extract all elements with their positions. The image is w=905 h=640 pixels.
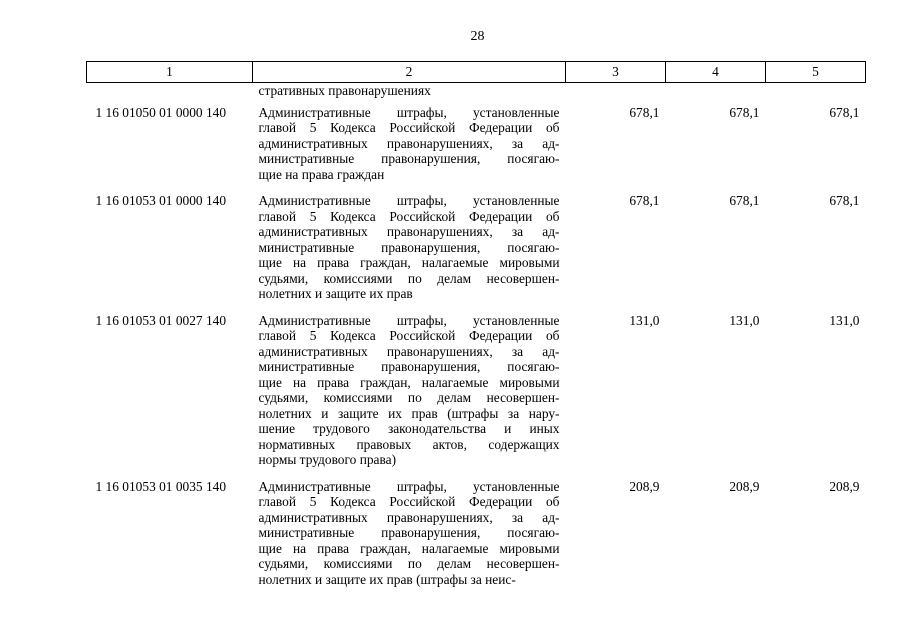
description-line: административных правонарушениях, за ад- [258, 135, 560, 151]
amount-col4-cell: 678,1 [729, 193, 760, 208]
description-line: главой 5 Кодекса Российской Федерации об [258, 328, 560, 343]
column-header-4: 4 [666, 62, 766, 83]
description-line: нолетних и защите их прав (штрафы за неис- [258, 571, 516, 587]
description-line: нормы трудового права) [258, 452, 397, 467]
description-line: Административные штрафы, установленные [258, 312, 560, 328]
column-header-2: 2 [253, 62, 566, 83]
description-line: шение трудового законодательства и иных [258, 421, 560, 436]
description-line: нормативных правовых актов, содержащих [258, 436, 560, 452]
amount-col3-cell: 208,9 [629, 478, 660, 494]
description-line: судьями, комиссиями по делам несовершен- [258, 390, 560, 405]
description-line: судьями, комиссиями по делам несовершен- [258, 270, 560, 286]
amount-col3-cell: 131,0 [629, 312, 660, 328]
continuation-code-cell [87, 83, 253, 105]
description-line: щие на права граждан, налагаемые мировыми [258, 374, 560, 390]
description-line: Административные штрафы, установленные [258, 193, 560, 208]
description-line: щие на права граждан [258, 166, 385, 182]
description-line: главой 5 Кодекса Российской Федерации об [258, 120, 560, 135]
description-line: министративные правонарушения, посягаю- [258, 525, 560, 540]
amount-col5-cell: 678,1 [829, 193, 860, 208]
amount-col3-cell: 678,1 [629, 104, 660, 120]
amount-col5-cell: 208,9 [829, 478, 860, 494]
description-line: административных правонарушениях, за ад- [258, 509, 560, 525]
column-header-5: 5 [766, 62, 866, 83]
column-header-1: 1 [87, 62, 253, 83]
budget-code-cell: 1 16 01050 01 0000 140 [95, 104, 227, 120]
continuation-col4-cell [666, 83, 766, 105]
table-row [87, 479, 866, 599]
description-line: министративные правонарушения, посягаю- [258, 359, 560, 374]
table-body [87, 83, 866, 599]
amount-col4-cell: 131,0 [729, 312, 760, 328]
column-header-3: 3 [566, 62, 666, 83]
amount-col4-cell: 678,1 [729, 104, 760, 120]
description-line: щие на права граждан, налагаемые мировыми [258, 540, 560, 556]
continuation-description-cell: стративных правонарушениях [258, 83, 431, 98]
description-line: главой 5 Кодекса Российской Федерации об [258, 208, 560, 224]
amount-col3-cell: 678,1 [629, 193, 660, 208]
page-number: 28 [470, 29, 485, 44]
amount-col5-cell: 678,1 [829, 104, 860, 120]
description-line: щие на права граждан, налагаемые мировыми [258, 255, 560, 270]
description-cell [253, 193, 566, 313]
description-line: судьями, комиссиями по делам несовершен- [258, 556, 560, 571]
amount-col5-cell: 131,0 [829, 312, 860, 328]
budget-code-cell: 1 16 01053 01 0000 140 [95, 193, 227, 208]
description-line: главой 5 Кодекса Российской Федерации об [258, 494, 560, 509]
budget-code-cell: 1 16 01053 01 0035 140 [95, 478, 227, 494]
budget-table [86, 61, 866, 598]
description-line: нолетних и защите их прав (штрафы за нару- [258, 405, 560, 421]
amount-col4-cell: 208,9 [729, 478, 760, 494]
description-cell [253, 313, 566, 479]
description-line: министративные правонарушения, посягаю- [258, 239, 560, 255]
description-line: Административные штрафы, установленные [258, 478, 560, 494]
budget-code-cell: 1 16 01053 01 0027 140 [95, 312, 227, 328]
budget-table-container [86, 61, 865, 598]
description-line: нолетних и защите их прав [258, 286, 413, 301]
table-row [87, 105, 866, 194]
table-header-row [87, 62, 866, 83]
description-line: административных правонарушениях, за ад- [258, 343, 560, 359]
continuation-col3-cell [566, 83, 666, 105]
table-row [87, 193, 866, 313]
table-row-continuation [87, 83, 866, 105]
description-line: министративные правонарушения, посягаю- [258, 151, 560, 166]
description-line: Административные штрафы, установленные [258, 104, 560, 120]
description-cell [253, 479, 566, 599]
continuation-col5-cell [766, 83, 866, 105]
table-row [87, 313, 866, 479]
description-line: административных правонарушениях, за ад- [258, 224, 560, 239]
description-cell [253, 105, 566, 194]
